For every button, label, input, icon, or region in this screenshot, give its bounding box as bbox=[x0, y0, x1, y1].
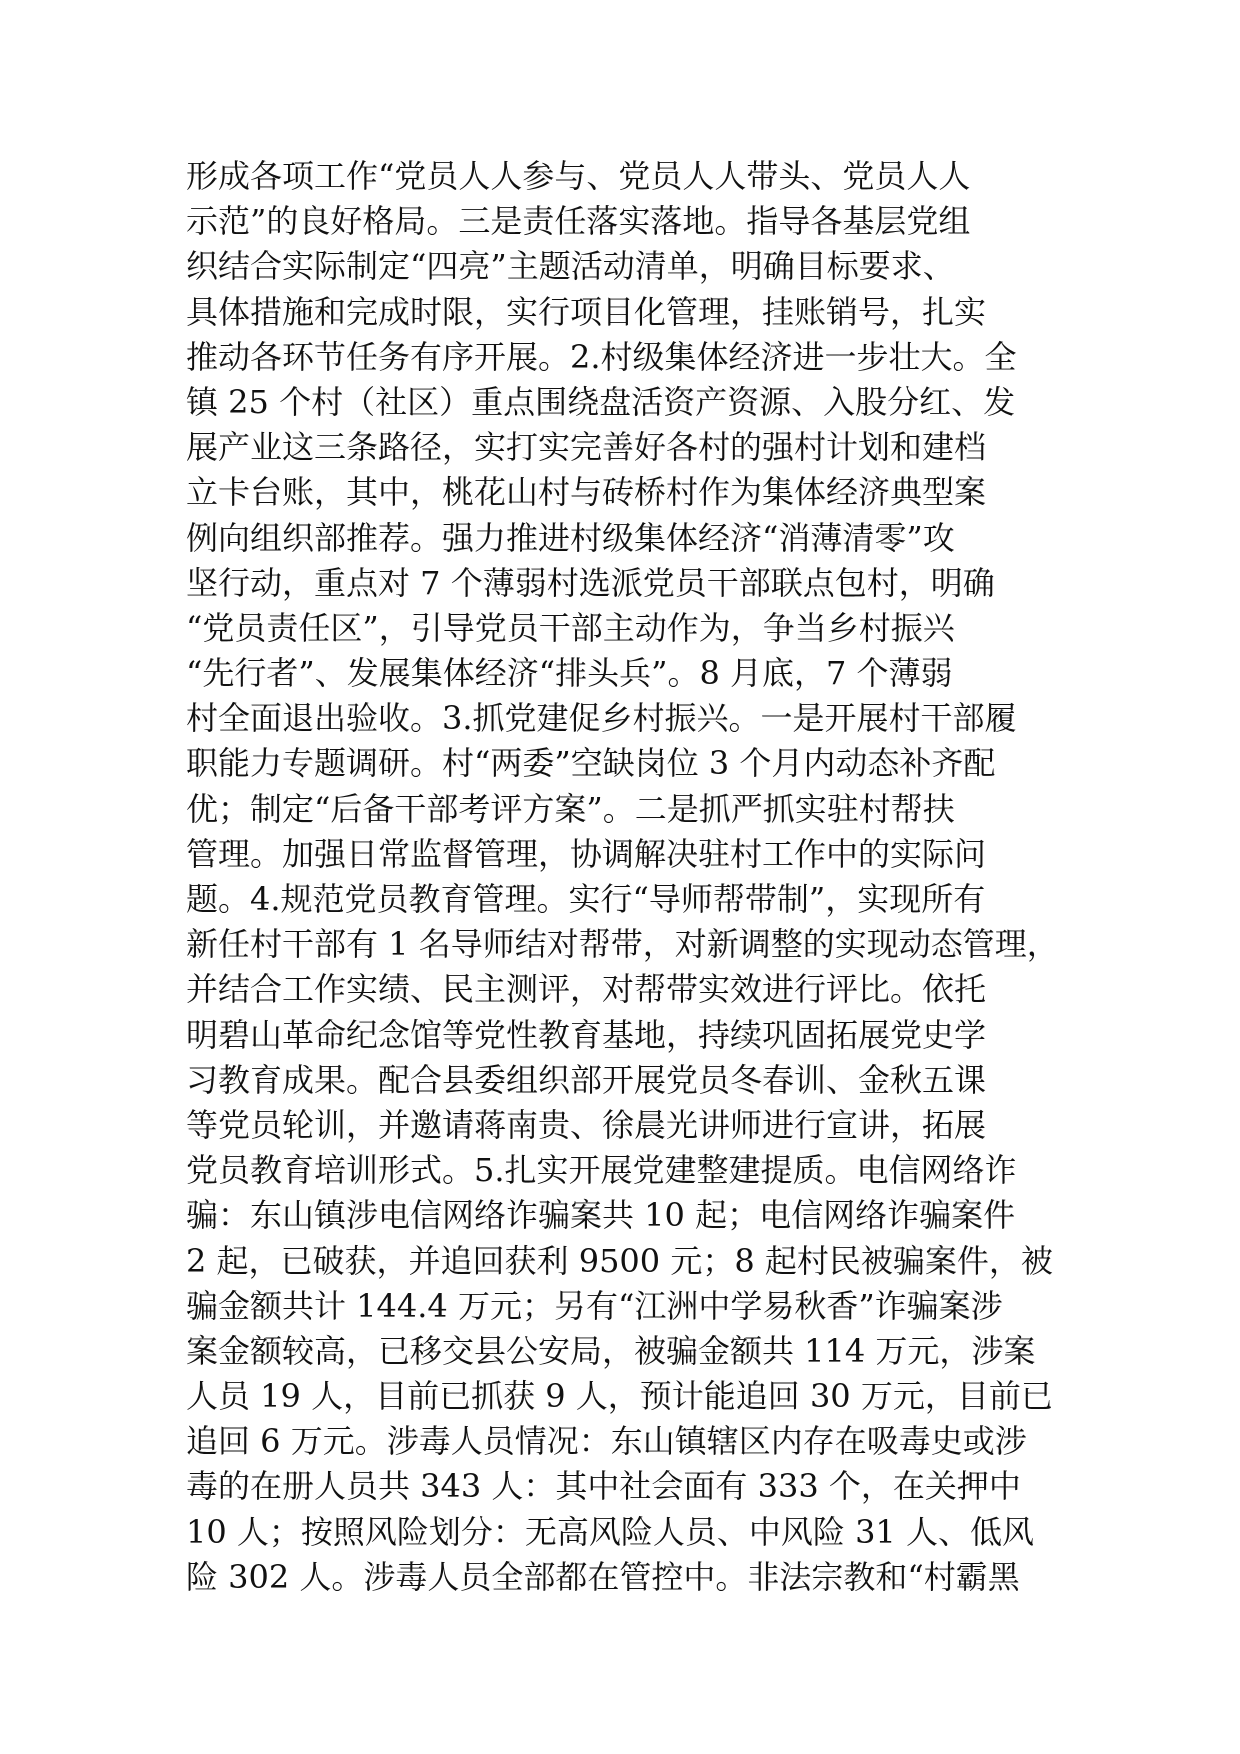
text-line: 示范”的良好格局。三是责任落实落地。指导各基层党组 bbox=[186, 202, 971, 241]
text-line: 具体措施和完成时限，实行项目化管理，挂账销号，扎实 bbox=[186, 292, 987, 331]
text-line: 并结合工作实绩、民主测评，对帮带实效进行评比。依托 bbox=[186, 970, 987, 1009]
text-line: 题。4.规范党员教育管理。实行“导师帮带制”，实现所有 bbox=[186, 880, 986, 918]
text-line: 等党员轮训，并邀请蒋南贵、徐晨光讲师进行宣讲，拓展 bbox=[186, 1105, 987, 1144]
text-line: 毒的在册人员共 343 人：其中社会面有 333 个，在关押中 bbox=[186, 1467, 1021, 1506]
text-line: 织结合实际制定“四亮”主题活动清单，明确目标要求、 bbox=[186, 247, 955, 286]
text-line: 明碧山革命纪念馆等党性教育基地，持续巩固拓展党史学 bbox=[186, 1015, 987, 1054]
text-line: 形成各项工作“党员人人参与、党员人人带头、党员人人 bbox=[186, 157, 971, 195]
text-line: 追回 6 万元。涉毒人员情况：东山镇辖区内存在吸毒史或涉 bbox=[186, 1422, 1027, 1461]
text-line: “党员责任区”，引导党员干部主动作为，争当乡村振兴 bbox=[186, 608, 955, 647]
text-line: 坚行动，重点对 7 个薄弱村选派党员干部联点包村，明确 bbox=[186, 563, 995, 602]
text-line: “先行者”、发展集体经济“排头兵”。8 月底，7 个薄弱 bbox=[186, 654, 953, 693]
text-line: 优；制定“后备干部考评方案”。二是抓严抓实驻村帮扶 bbox=[186, 789, 955, 828]
text-line: 骗：东山镇涉电信网络诈骗案共 10 起；电信网络诈骗案件 bbox=[186, 1196, 1016, 1235]
text-line: 职能力专题调研。村“两委”空缺岗位 3 个月内动态补齐配 bbox=[186, 744, 996, 783]
text-line: 10 人；按照风险划分：无高风险人员、中风险 31 人、低风 bbox=[186, 1512, 1034, 1551]
text-line: 习教育成果。配合县委组织部开展党员冬春训、金秋五课 bbox=[186, 1060, 987, 1099]
text-line: 骗金额共计 144.4 万元；另有“江洲中学易秋香”诈骗案涉 bbox=[186, 1286, 1003, 1325]
body-text bbox=[186, 154, 1066, 1600]
text-line: 险 302 人。涉毒人员全部都在管控中。非法宗教和“村霸黑 bbox=[186, 1557, 1020, 1596]
text-line: 新任村干部有 1 名导师结对帮带，对新调整的实现动态管理， bbox=[186, 925, 1059, 964]
text-line: 立卡台账，其中，桃花山村与砖桥村作为集体经济典型案 bbox=[186, 473, 987, 512]
text-line: 案金额较高，已移交县公安局，被骗金额共 114 万元，涉案 bbox=[186, 1331, 1036, 1370]
text-line: 党员教育培训形式。5.扎实开展党建整建提质。电信网络诈 bbox=[186, 1151, 1017, 1190]
text-line: 推动各环节任务有序开展。2.村级集体经济进一步壮大。全 bbox=[186, 337, 1017, 376]
text-line: 村全面退出验收。3.抓党建促乡村振兴。一是开展村干部履 bbox=[186, 699, 1017, 738]
text-line: 人员 19 人，目前已抓获 9 人，预计能追回 30 万元，目前已 bbox=[186, 1377, 1053, 1416]
text-line: 2 起，已破获，并追回获利 9500 元；8 起村民被骗案件，被 bbox=[186, 1241, 1053, 1280]
text-line: 例向组织部推荐。强力推进村级集体经济“消薄清零”攻 bbox=[186, 518, 955, 557]
text-line: 镇 25 个村（社区）重点围绕盘活资产资源、入股分红、发 bbox=[186, 382, 1016, 421]
text-line: 展产业这三条路径，实打实完善好各村的强村计划和建档 bbox=[186, 428, 987, 467]
text-line: 管理。加强日常监督管理，协调解决驻村工作中的实际问 bbox=[186, 834, 987, 873]
